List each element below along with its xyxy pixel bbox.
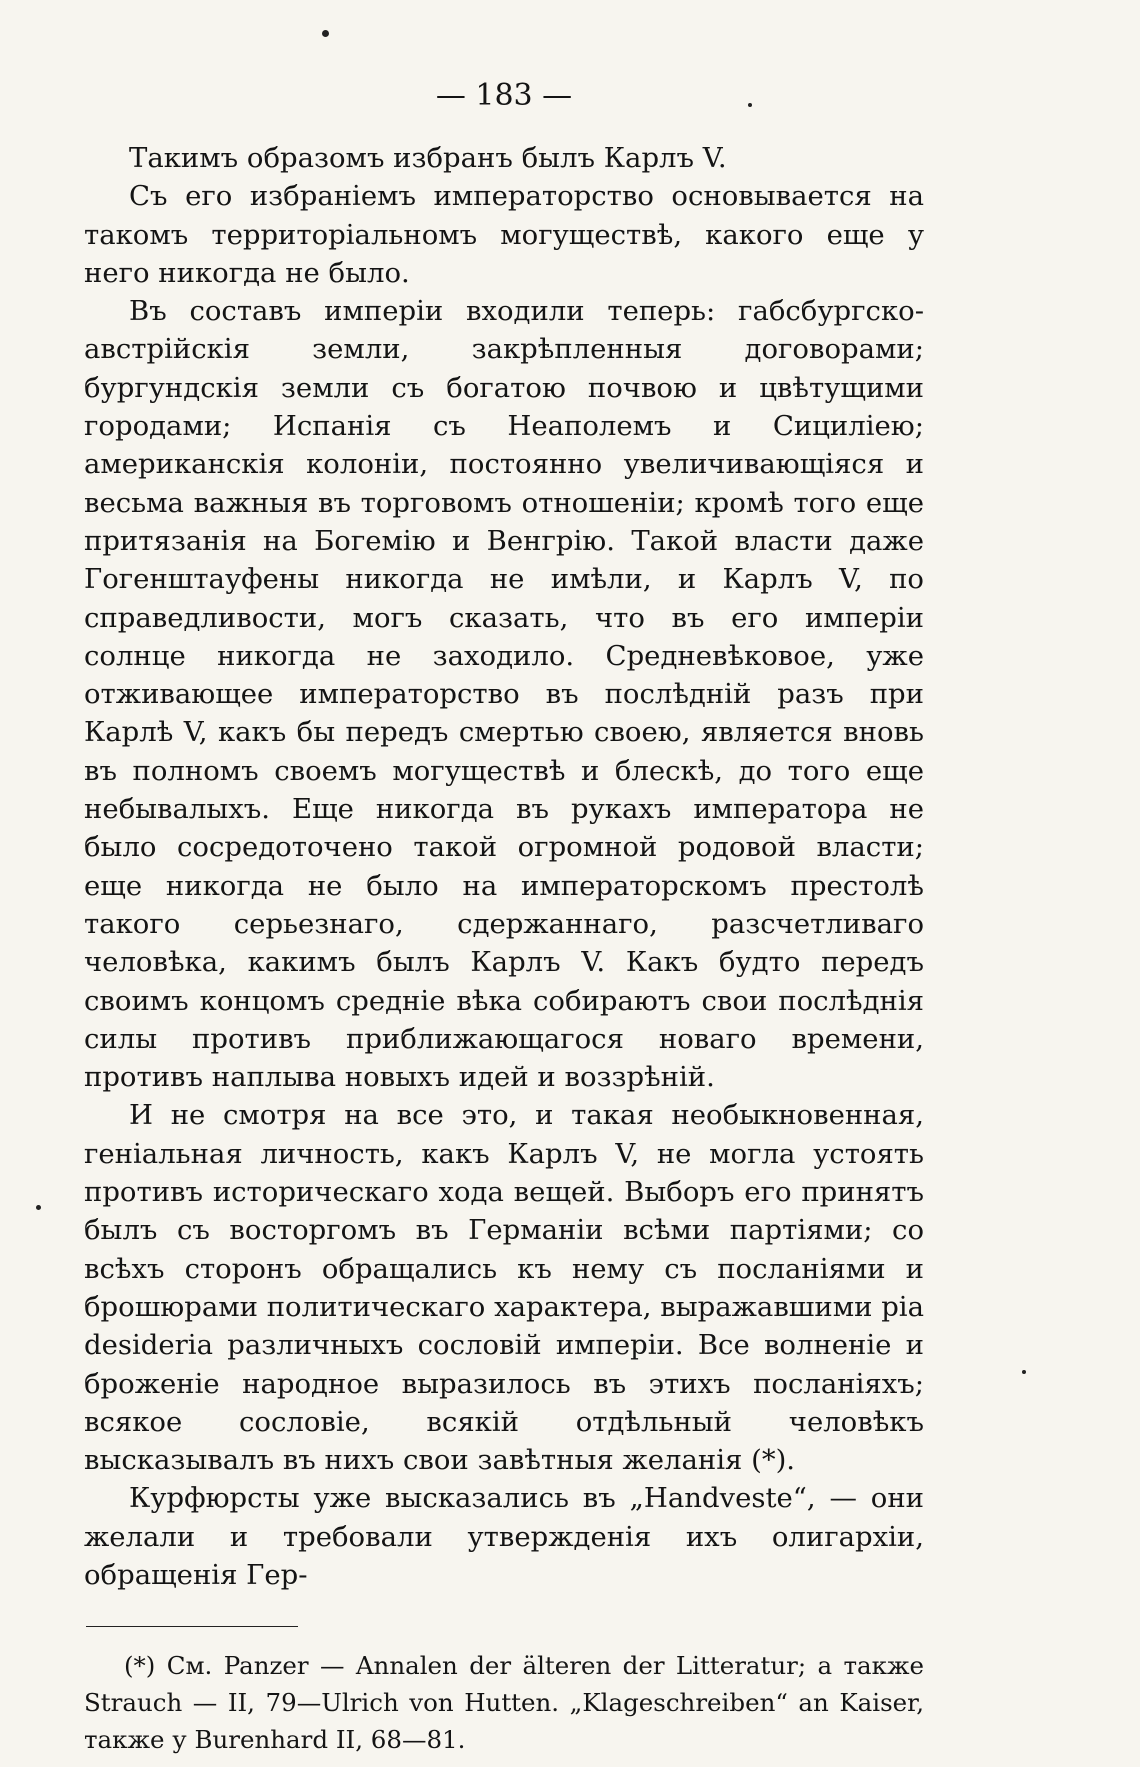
footnote: (*) См. Panzer — Annalen der älteren der Litteratur; а также Strauch — II, 79—Ulrich von Hutten. „Klageschreiben“ an Kaiser, также у Burenhard II, 68—81.: [84, 1651, 924, 1755]
footnote-divider: [86, 1626, 298, 1627]
page-number: — 183 —: [435, 78, 573, 113]
paragraph-2: Съ его избраніемъ императорство основывается на такомъ территоріальномъ могуществѣ, какого еще у него никогда не было.: [84, 180, 924, 289]
book-page: [84, 78, 924, 1758]
paragraph-4: И не смотря на все это, и такая необыкновенная, геніальная личность, какъ Карлъ V, не могла устоять противъ историческаго хода вещей. Выборъ его принятъ былъ съ восторгомъ въ Германіи всѣми партіями; со всѣхъ сторонъ обращались къ нему съ посланіями и брошюрами политическаго характера, выражавшими pia desideria различныхъ сословій имперіи. Все волненіе и броженіе народное выразилось въ этихъ посланіяхъ; всякое сословіе, всякій отдѣльный человѣкъ высказывалъ въ нихъ свои завѣтныя желанія (*).: [84, 1099, 924, 1477]
paragraph-3: Въ составъ имперіи входили теперь: габсбургско-австрійскія земли, закрѣпленныя договорами; бургундскія земли съ богатою почвою и цвѣтущими городами; Испанія съ Неаполемъ и Сициліею; американскія колоніи, постоянно увеличивающіяся и весьма важныя въ торговомъ отношеніи; кромѣ того еще притязанія на Богемію и Венгрію. Такой власти даже Гогенштауфены никогда не имѣли, и Карлъ V, по справедливости, могъ сказать, что въ его имперіи солнце никогда не заходило. Средневѣковое, уже отживающее императорство въ послѣдній разъ при Карлѣ V, какъ бы передъ смертью своею, является вновь въ полномъ своемъ могуществѣ и блескѣ, до того еще небывалыхъ. Еще никогда въ рукахъ императора не было сосредоточено такой огромной родовой власти; еще никогда не было на императорскомъ престолѣ такого серьезнаго, сдержаннаго, разсчетливаго человѣка, какимъ былъ Карлъ V. Какъ будто передъ своимъ концомъ средніе вѣка собираютъ свои послѣднія силы противъ приближающагося новаго времени, противъ наплыва новыхъ идей и воззрѣній.: [84, 295, 924, 1094]
paragraph-1: Такимъ образомъ избранъ былъ Карлъ V.: [129, 142, 727, 174]
ink-speck: [36, 1205, 41, 1210]
ink-speck: [322, 30, 329, 37]
paragraph-5: Курфюрсты уже высказались въ „Handveste“, — они желали и требовали утвержденія ихъ олигархіи, обращенія Гер-: [84, 1482, 924, 1591]
ink-speck: [1022, 1370, 1026, 1374]
